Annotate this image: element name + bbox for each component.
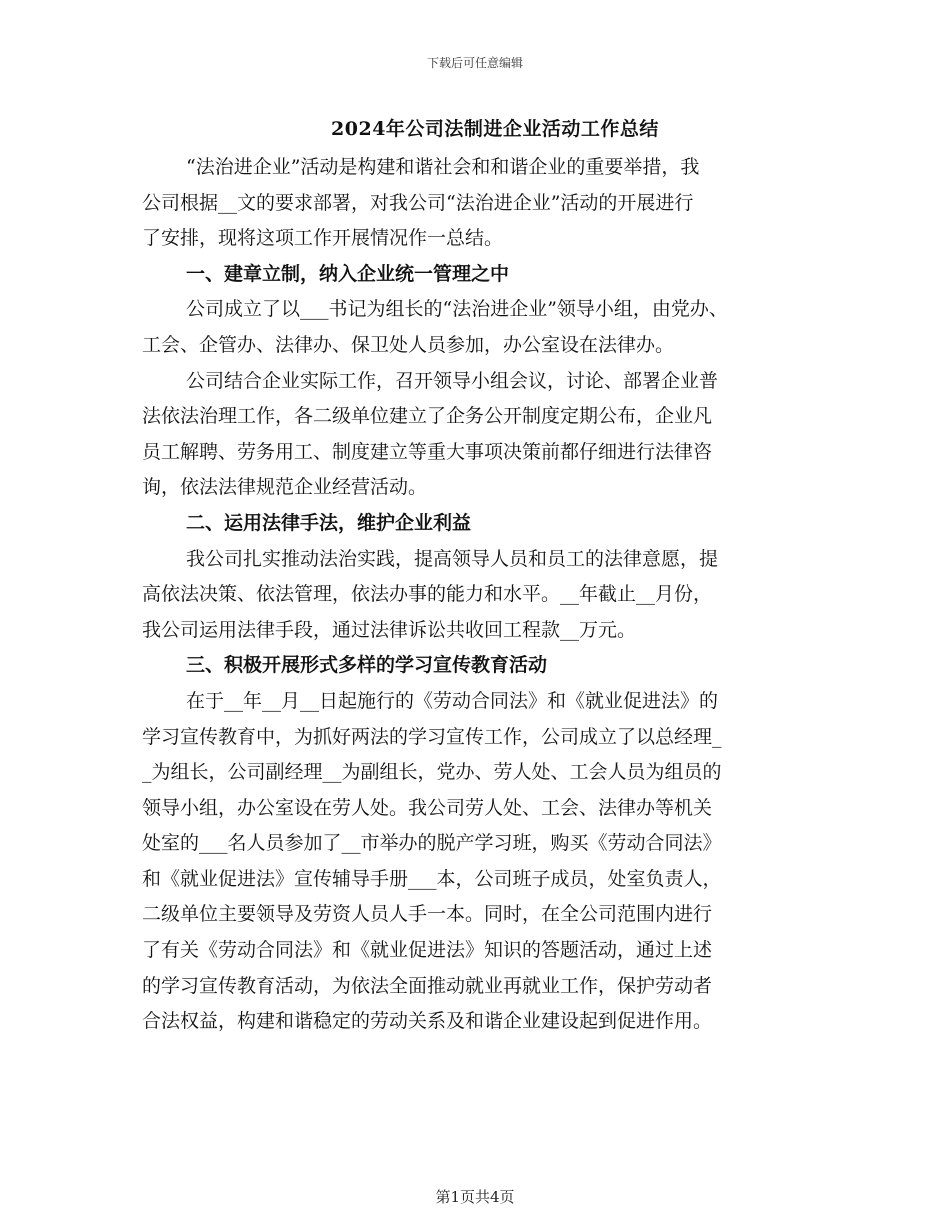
section-heading-2: 二、运用法律手法，维护企业利益 [186, 511, 472, 534]
paragraph-line: 公司成立了以___书记为组长的“法治进企业”领导小组，由党办、 [186, 298, 728, 321]
paragraph-line: 公司结合企业实际工作，召开领导小组会议，讨论、部署企业普 [186, 369, 719, 392]
paragraph-line: 我公司运用法律手段，通过法律诉讼共收回工程款__万元。 [142, 618, 637, 641]
document-body [142, 150, 825, 1040]
page-number-footer: 第1页共4页 [435, 1188, 515, 1206]
paragraph-line: 公司根据__文的要求部署，对我公司“法治进企业”活动的开展进行 [142, 191, 694, 214]
paragraph-line: 高依法决策、依法管理，依法办事的能力和水平。__年截止__月份， [142, 583, 713, 606]
paragraph-line: 学习宣传教育中，为抓好两法的学习宣传工作，公司成立了以总经理_ [142, 725, 722, 748]
paragraph-line: “法治进企业”活动是构建和谐社会和和谐企业的重要举措，我 [186, 156, 700, 178]
section-heading-3: 三、积极开展形式多样的学习宣传教育活动 [186, 654, 548, 677]
header-note: 下载后可任意编辑 [426, 56, 523, 70]
paragraph-line: 的学习宣传教育活动，为依法全面推动就业再就业工作，保护劳动者 [142, 974, 713, 997]
paragraph-line: 和《就业促进法》宣传辅导手册___本，公司班子成员，处室负责人， [142, 867, 722, 890]
document-title: 2024年公司法制进企业活动工作总结 [331, 118, 659, 140]
paragraph-line: 在于__年__月__日起施行的《劳动合同法》和《就业促进法》的 [186, 689, 719, 712]
paragraph-line: 合法权益，构建和谐稳定的劳动关系及和谐企业建设起到促进作用。 [142, 1010, 713, 1033]
paragraph-line: 工会、企管办、法律办、保卫处人员参加，办公室设在法律办。 [142, 333, 675, 356]
paragraph-line: 询，依法法律规范企业经营活动。 [142, 476, 428, 499]
paragraph-line: 我公司扎实推动法治实践，提高领导人员和员工的法律意愿，提 [186, 547, 719, 570]
paragraph-line: 领导小组，办公室设在劳人处。我公司劳人处、工会、法律办等机关 [142, 796, 713, 819]
section-heading-1: 一、建章立制，纳入企业统一管理之中 [186, 262, 510, 285]
paragraph-line: 二级单位主要领导及劳资人员人手一本。同时，在全公司范围内进行 [142, 903, 713, 926]
paragraph-line: 处室的___名人员参加了__市举办的脱产学习班，购买《劳动合同法》 [142, 832, 722, 855]
paragraph-line: 法依法治理工作，各二级单位建立了企务公开制度定期公布，企业凡 [142, 405, 713, 428]
paragraph-line: 了安排，现将这项工作开展情况作一总结。 [142, 227, 504, 250]
paragraph-line: 员工解聘、劳务用工、制度建立等重大事项决策前都仔细进行法律咨 [142, 440, 713, 463]
paragraph-line: 了有关《劳动合同法》和《就业促进法》知识的答题活动，通过上述 [142, 939, 713, 962]
paragraph-line: _为组长，公司副经理__为副组长，党办、劳人处、工会人员为组员的 [142, 761, 722, 784]
